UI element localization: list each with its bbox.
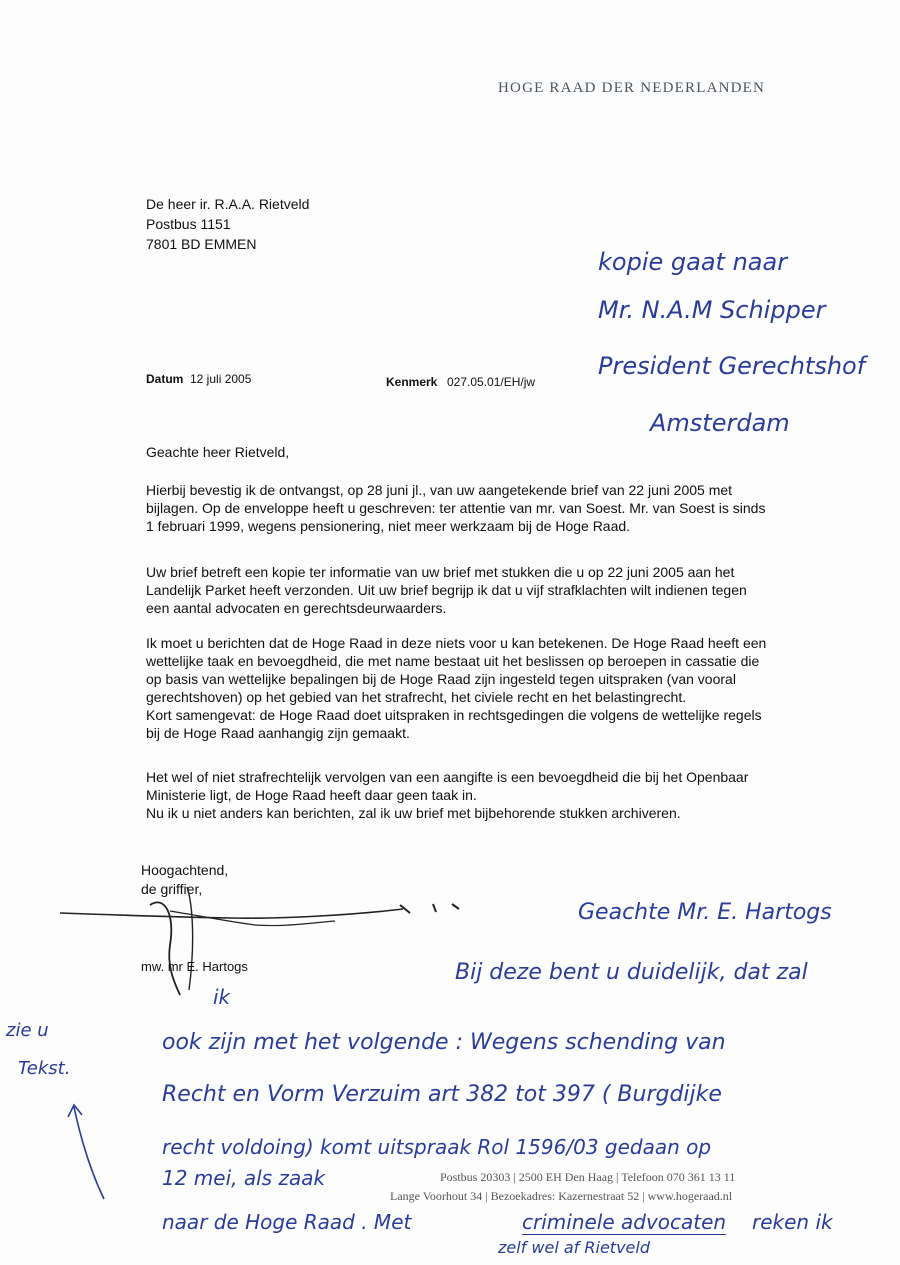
paragraph-line: Nu ik u niet anders kan berichten, zal ik uw brief met bijbehorende stukken archiveren. [146, 805, 681, 821]
date-label: Datum [146, 372, 184, 386]
handwritten-reply-line: Recht en Vorm Verzuim art 382 tot 397 ( Burgdijke [162, 1082, 722, 1107]
closing-title: de griffier, [141, 881, 203, 897]
paragraph-line: op basis van wettelijke bepalingen bij de Hoge Raad zijn ingesteld tegen uitspraken (van vooral [146, 671, 736, 687]
signature-scribble [55, 885, 495, 1005]
handwritten-reply-line: naar de Hoge Raad . Met [162, 1210, 412, 1234]
paragraph-1 [146, 481, 846, 535]
paragraph-line: wettelijke taak en bevoegdheid, die met name bestaat uit het beslissen op beroepen in cassatie die [146, 653, 760, 669]
margin-arrow-icon [66, 1095, 116, 1205]
paragraph-line: Landelijk Parket heeft verzonden. Uit uw brief begrijp ik dat u vijf strafklachten wilt indienen tegen [146, 582, 747, 598]
handwritten-margin-note-1: zie u [6, 1020, 49, 1041]
paragraph-line: gerechtshoven) op het gebied van het strafrecht, het civiele recht en het belastingrecht. [146, 689, 687, 705]
closing-greeting: Hoogachtend, [141, 862, 229, 878]
footer-line-2: Lange Voorhout 34 | Bezoekadres: Kazernestraat 52 | www.hogeraad.nl [390, 1189, 733, 1203]
handwritten-last-line: zelf wel af Rietveld [498, 1238, 650, 1257]
reference-label: Kenmerk [386, 375, 438, 389]
paragraph-line: Het wel of niet strafrechtelijk vervolgen van een aangifte is een bevoegdheid die bij het Openbaar [146, 769, 749, 785]
salutation: Geachte heer Rietveld, [146, 444, 290, 460]
handwritten-copy-line-3: President Gerechtshof [598, 352, 866, 380]
paragraph-line: Kort samengevat: de Hoge Raad doet uitspraken in rechtsgedingen die volgens de wettelijke regels [146, 707, 762, 723]
handwritten-reply-salutation: Geachte Mr. E. Hartogs [578, 900, 832, 925]
paragraph-line: een aantal advocaten en gerechtsdeurwaarders. [146, 600, 447, 616]
recipient-postbus: Postbus 1151 [146, 216, 231, 232]
handwritten-reply-line: ook zijn met het volgende : Wegens schending van [162, 1030, 726, 1055]
recipient-city: 7801 BD EMMEN [146, 236, 257, 252]
paragraph-3 [146, 634, 846, 742]
paragraph-line: Uw brief betreft een kopie ter informatie van uw brief met stukken die u op 22 juni 2005 aan het [146, 564, 735, 580]
handwritten-copy-line-4: Amsterdam [650, 409, 790, 437]
signatory-name: mw. mr E. Hartogs [141, 959, 248, 974]
handwritten-copy-line-2: Mr. N.A.M Schipper [598, 296, 826, 324]
handwritten-reply-line: 12 mei, als zaak [162, 1166, 326, 1190]
handwritten-copy-line-1: kopie gaat naar [598, 248, 788, 276]
paragraph-line: bijlagen. Op de enveloppe heeft u geschreven: ter attentie van mr. van Soest. Mr. van Soest is sinds [146, 500, 766, 516]
reference-value: 027.05.01/EH/jw [447, 375, 536, 389]
paragraph-line: Hierbij bevestig ik de ontvangst, op 28 juni jl., van uw aangetekende brief van 22 juni 2005 met [146, 482, 733, 498]
paragraph-line: 1 februari 1999, wegens pensionering, niet meer werkzaam bij de Hoge Raad. [146, 518, 631, 534]
letterhead-organization: HOGE RAAD DER NEDERLANDEN [498, 80, 766, 96]
handwritten-margin-note-2: Tekst. [18, 1058, 71, 1079]
footer-line-1: Postbus 20303 | 2500 EH Den Haag | Telefoon 070 361 13 11 [440, 1170, 736, 1184]
paragraph-4 [146, 768, 846, 822]
handwritten-inserted-word: ik [213, 985, 231, 1009]
handwritten-underlined-phrase: criminele advocaten [522, 1210, 727, 1234]
date-value: 12 juli 2005 [190, 372, 252, 386]
handwritten-reply-line: Bij deze bent u duidelijk, dat zal [455, 960, 808, 985]
recipient-name: De heer ir. R.A.A. Rietveld [146, 196, 310, 212]
paragraph-2 [146, 563, 846, 617]
paragraph-line: Ministerie ligt, de Hoge Raad heeft daar geen taak in. [146, 787, 477, 803]
paragraph-line: bij de Hoge Raad aanhangig zijn gemaakt. [146, 725, 410, 741]
paragraph-line: Ik moet u berichten dat de Hoge Raad in deze niets voor u kan betekenen. De Hoge Raad heeft een [146, 635, 767, 651]
handwritten-line-end: reken ik [752, 1210, 833, 1234]
handwritten-reply-line: recht voldoing) komt uitspraak Rol 1596/03 gedaan op [162, 1135, 712, 1159]
